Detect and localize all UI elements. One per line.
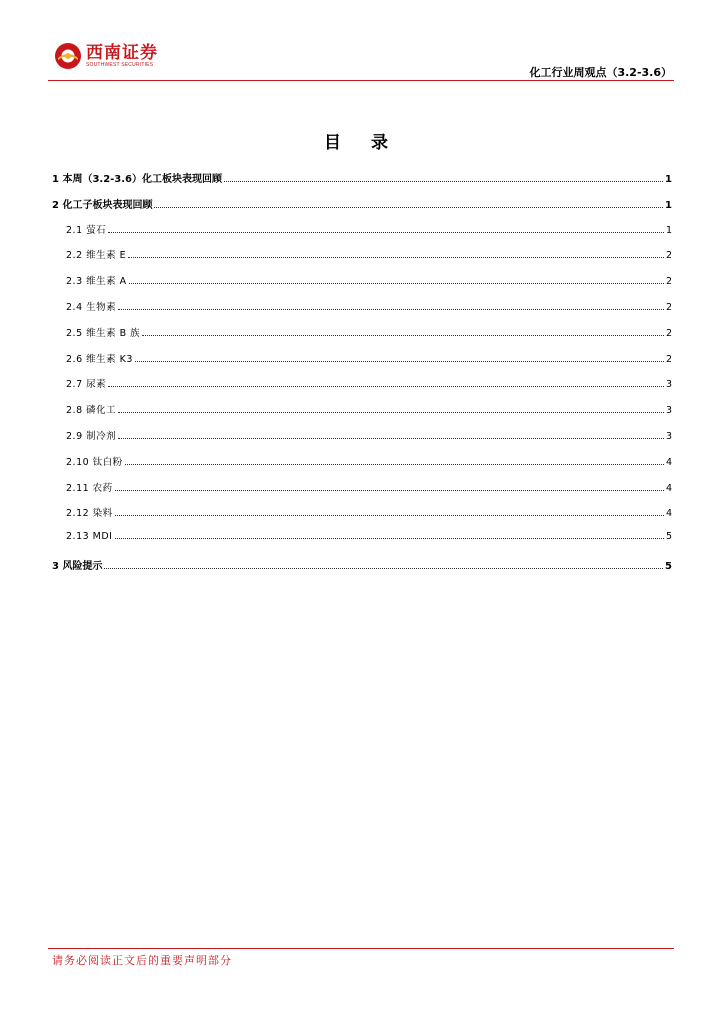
toc-leader-dots <box>115 538 664 539</box>
toc-entry-label: 3 风险提示 <box>52 561 103 572</box>
toc-entry-page: 4 <box>665 508 672 520</box>
toc-entry-label: 2.9 制冷剂 <box>66 431 117 442</box>
toc-leader-dots <box>128 257 664 258</box>
toc-leader-dots <box>118 412 664 413</box>
toc-entry-page: 5 <box>665 561 672 572</box>
toc-leader-dots <box>115 515 664 516</box>
toc-entry-label: 2 化工子板块表现回顾 <box>52 199 153 211</box>
toc-entry[interactable] <box>52 170 672 186</box>
toc-entry-label: 2.8 磷化工 <box>66 405 117 417</box>
toc-entry-label: 2.4 生物素 <box>66 302 117 313</box>
southwest-securities-logo-icon <box>54 42 82 70</box>
toc-entry-page: 5 <box>665 531 672 543</box>
toc-entry-label: 2.3 维生素 A <box>66 276 127 288</box>
toc-entry-label: 2.2 维生素 E <box>66 250 127 262</box>
toc-entry-label: 2.11 农药 <box>66 482 113 494</box>
toc-leader-dots <box>125 464 664 465</box>
toc-leader-dots <box>142 335 664 336</box>
toc-entry-label: 2.6 维生素 K3 <box>66 353 133 365</box>
brand-name-en: SOUTHWEST SECURITIES <box>86 61 154 68</box>
brand-name-cn: 西南证券 <box>86 42 158 63</box>
toc-entry-label: 1 本周（3.2-3.6）化工板块表现回顾 <box>52 174 223 185</box>
toc-entry-page: 3 <box>665 431 672 442</box>
toc-leader-dots <box>108 232 664 233</box>
toc-entry-page: 2 <box>665 327 672 339</box>
footer-disclaimer: 请务必阅读正文后的重要声明部分 <box>52 954 232 967</box>
footer-divider <box>48 948 674 949</box>
header-divider <box>48 80 674 81</box>
toc-entry[interactable] <box>52 196 672 212</box>
toc-entry-page: 1 <box>665 174 672 185</box>
toc-entry[interactable] <box>52 351 672 367</box>
toc-entry-page: 1 <box>665 199 672 211</box>
report-title: 化工行业周观点（3.2-3.6） <box>529 66 672 79</box>
toc-entry-page: 4 <box>665 482 672 494</box>
toc-leader-dots <box>118 438 664 439</box>
toc-entry-page: 2 <box>665 353 672 365</box>
toc-leader-dots <box>118 309 664 310</box>
toc-entry-label: 2.7 尿素 <box>66 379 107 391</box>
toc-entry[interactable] <box>52 402 672 418</box>
toc-leader-dots <box>129 283 664 284</box>
toc-entry-page: 4 <box>665 456 672 468</box>
toc-leader-dots <box>108 386 664 387</box>
toc-entry[interactable] <box>52 480 672 496</box>
toc-leader-dots <box>135 361 664 362</box>
toc-entry[interactable] <box>52 325 672 341</box>
toc-entry-label: 2.13 MDI <box>66 531 113 543</box>
toc-entry-page: 2 <box>665 276 672 288</box>
toc-entry[interactable] <box>52 557 672 573</box>
toc-entry-label: 2.1 萤石 <box>66 224 107 236</box>
toc-entry-page: 1 <box>665 224 672 236</box>
toc-entry[interactable] <box>52 247 672 263</box>
toc-leader-dots <box>154 207 663 208</box>
toc-entry-label: 2.10 钛白粉 <box>66 456 123 468</box>
toc-leader-dots <box>104 568 663 569</box>
toc-entry[interactable] <box>52 299 672 315</box>
toc-entry-page: 2 <box>665 302 672 313</box>
toc-entry[interactable] <box>52 222 672 238</box>
toc-entry-page: 3 <box>665 405 672 417</box>
toc-entry[interactable] <box>52 428 672 444</box>
toc-leader-dots <box>115 490 664 491</box>
toc-entry-label: 2.5 维生素 B 族 <box>66 327 141 339</box>
toc-entry[interactable] <box>52 273 672 289</box>
toc-leader-dots <box>224 181 663 182</box>
toc-heading: 目 录 <box>324 133 400 153</box>
toc-entry[interactable] <box>52 454 672 470</box>
toc-entry-label: 2.12 染料 <box>66 508 113 520</box>
toc-entry[interactable] <box>52 376 672 392</box>
toc-entry-page: 3 <box>665 379 672 391</box>
toc-entry-page: 2 <box>665 250 672 262</box>
brand-logo <box>54 42 158 70</box>
page-header <box>0 0 724 82</box>
toc-entry[interactable] <box>52 505 672 521</box>
toc-entry[interactable] <box>52 531 672 547</box>
